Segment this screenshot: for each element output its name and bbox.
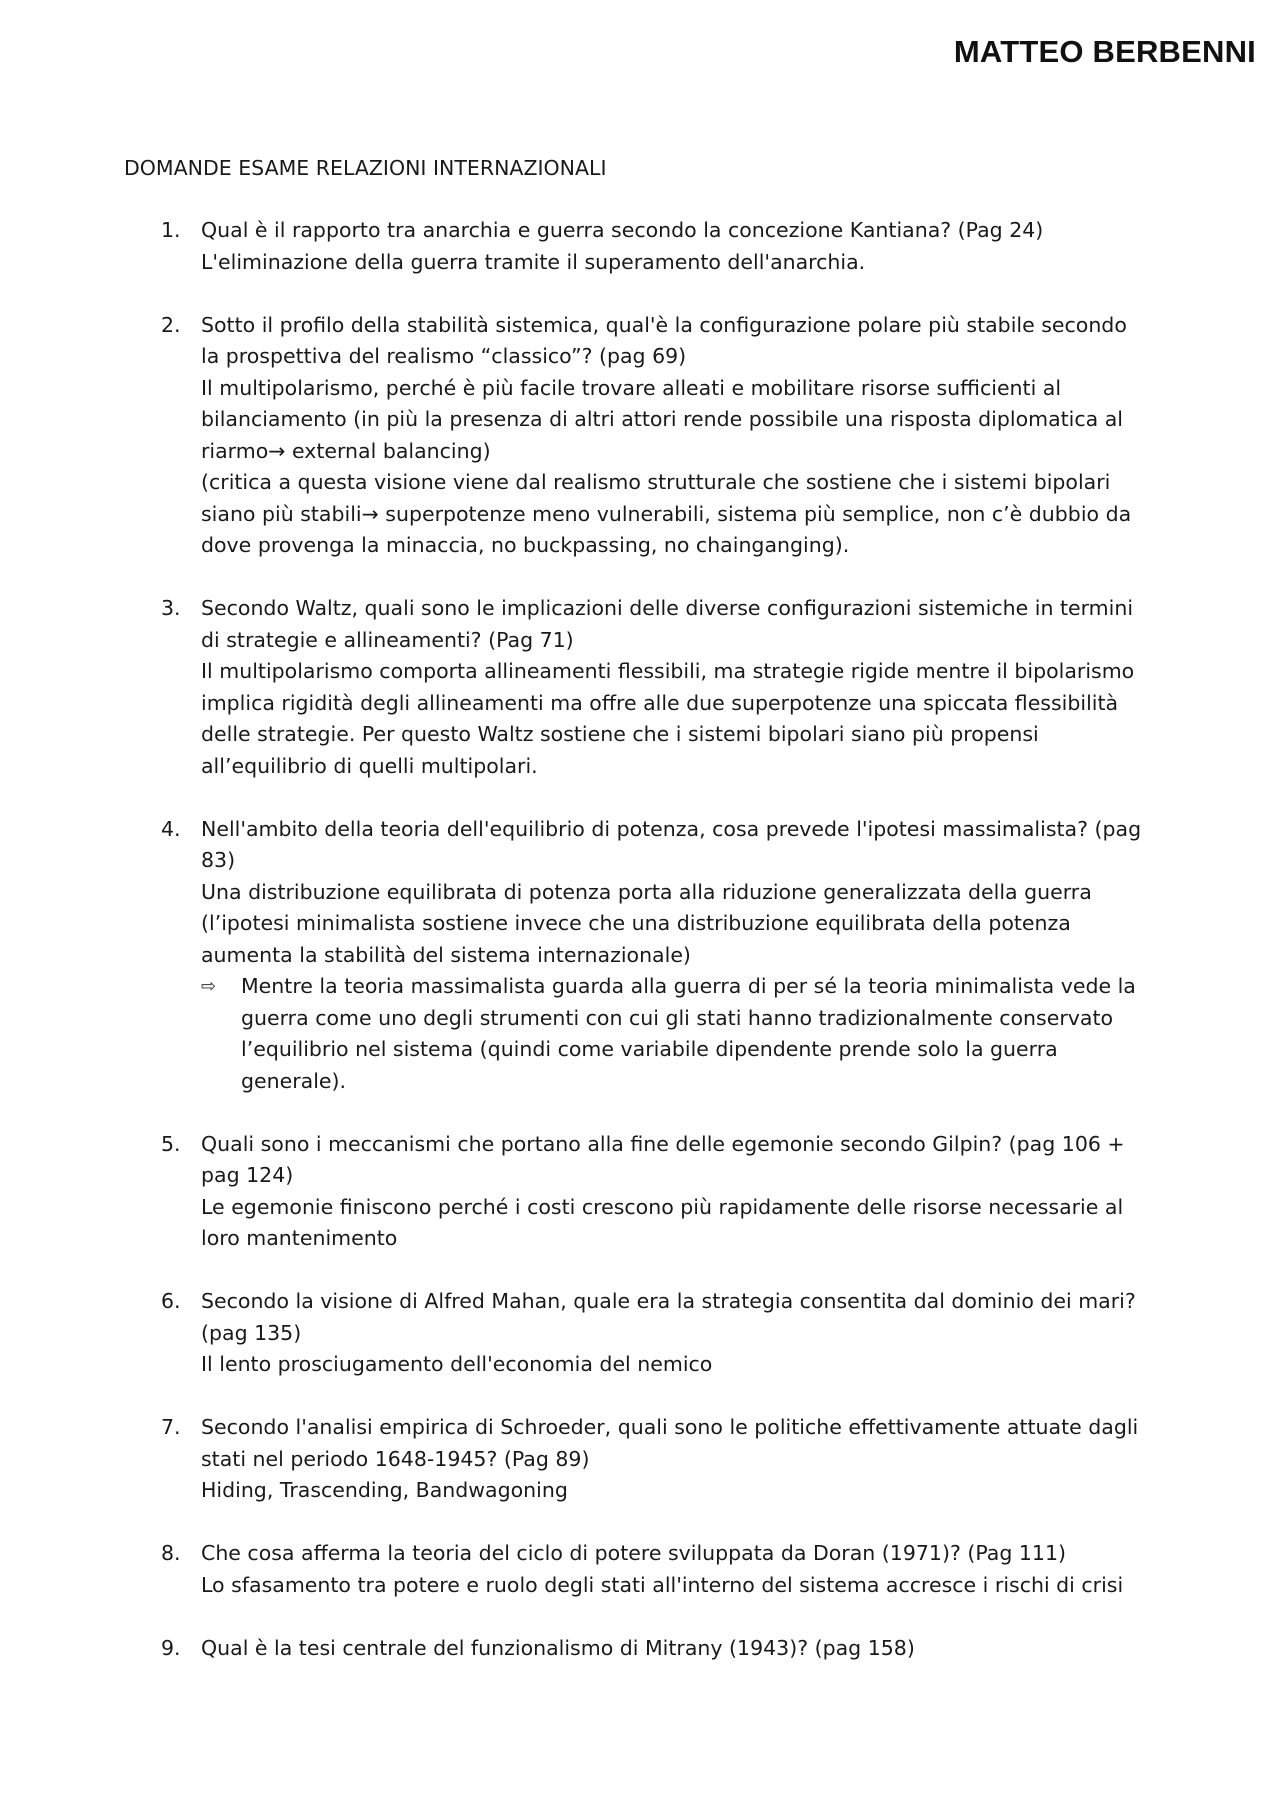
question-number: 9. — [161, 1635, 181, 1660]
sub-point-text-line: generale). — [241, 1068, 347, 1093]
sub-point-text-line: Mentre la teoria massimalista guarda alla guerra di per sé la teoria minimalista vede la — [241, 974, 1136, 998]
answer-text-line: (l’ipotesi minimalista sostiene invece che una distribuzione equilibrata della potenza — [201, 911, 1071, 935]
answer-text-line: Hiding, Trascending, Bandwagoning — [201, 1478, 568, 1502]
answer-text-line: bilanciamento (in più la presenza di altri attori rende possibile una risposta diplomatica al — [201, 407, 1123, 431]
question-text-line: di strategie e allineamenti? (Pag 71) — [201, 627, 574, 652]
answer-text-line: aumenta la stabilità del sistema internazionale) — [201, 942, 691, 967]
question-item — [124, 593, 1184, 782]
sub-point-text-line: l’equilibrio nel sistema (quindi come variabile dipendente prende solo la guerra — [241, 1037, 1058, 1061]
question-number: 2. — [161, 312, 181, 337]
question-number: 6. — [161, 1289, 181, 1313]
answer-text-line: Le egemonie finiscono perché i costi crescono più rapidamente delle risorse necessarie al — [201, 1194, 1124, 1219]
author-header: MATTEO BERBENNI — [953, 34, 1256, 69]
question-text-line: pag 124) — [201, 1163, 294, 1187]
answer-text-line: implica rigidità degli allineamenti ma offre alle due superpotenze una spiccata flessibilità — [201, 690, 1119, 715]
question-item — [124, 215, 1184, 278]
sub-point-list — [201, 971, 1184, 1097]
question-item — [124, 1538, 1184, 1601]
answer-text-line: siano più stabili→ superpotenze meno vulnerabili, sistema più semplice, non c’è dubbio da — [201, 501, 1132, 526]
answer-text-line: loro mantenimento — [201, 1226, 398, 1250]
document-title: DOMANDE ESAME RELAZIONI INTERNAZIONALI — [124, 156, 607, 180]
question-number: 3. — [161, 596, 181, 620]
question-text-line: Secondo Waltz, quali sono le implicazioni delle diverse configurazioni sistemiche in termini — [201, 596, 1134, 620]
question-text-line: Secondo l'analisi empirica di Schroeder, quali sono le politiche effettivamente attuate dagli — [201, 1415, 1139, 1439]
question-text-line: Nell'ambito della teoria dell'equilibrio di potenza, cosa prevede l'ipotesi massimalista? (pag — [201, 816, 1142, 841]
question-number: 5. — [161, 1131, 181, 1156]
question-text-line: la prospettiva del realismo “classico”? (pag 69) — [201, 344, 687, 368]
question-text-line: stati nel periodo 1648-1945? (Pag 89) — [201, 1446, 590, 1471]
answer-text-line: Il lento prosciugamento dell'economia del nemico — [201, 1352, 713, 1376]
question-number: 1. — [161, 218, 181, 242]
sub-point-text-line: guerra come uno degli strumenti con cui gli stati hanno tradizionalmente conservato — [241, 1005, 1114, 1030]
answer-text-line: L'eliminazione della guerra tramite il superamento dell'anarchia. — [201, 249, 866, 274]
question-list — [124, 215, 1184, 1696]
question-number: 8. — [161, 1541, 181, 1565]
answer-text-line: (critica a questa visione viene dal realismo strutturale che sostiene che i sistemi bipolari — [201, 470, 1111, 494]
question-item — [124, 1129, 1184, 1255]
question-number: 4. — [161, 816, 181, 841]
question-item — [124, 814, 1184, 1098]
question-text-line: (pag 135) — [201, 1320, 302, 1345]
answer-text-line: riarmo→ external balancing) — [201, 438, 491, 463]
answer-text-line: all’equilibrio di quelli multipolari. — [201, 753, 538, 778]
question-item — [124, 1286, 1184, 1381]
question-text-line: Che cosa afferma la teoria del ciclo di potere sviluppata da Doran (1971)? (Pag 111) — [201, 1541, 1066, 1565]
sub-point — [201, 971, 1184, 1097]
answer-text-line: Il multipolarismo, perché è più facile trovare alleati e mobilitare risorse sufficienti al — [201, 375, 1062, 400]
question-item — [124, 1412, 1184, 1507]
question-item — [124, 1633, 1184, 1665]
question-number: 7. — [161, 1415, 181, 1439]
answer-text-line: Il multipolarismo comporta allineamenti flessibili, ma strategie rigide mentre il bipolarismo — [201, 659, 1135, 683]
answer-text-line: Lo sfasamento tra potere e ruolo degli stati all'interno del sistema accresce i rischi di crisi — [201, 1572, 1124, 1597]
question-text-line: 83) — [201, 848, 236, 872]
question-text-line: Quali sono i meccanismi che portano alla fine delle egemonie secondo Gilpin? (pag 106 + — [201, 1131, 1125, 1156]
arrow-right-icon: ⇨ — [201, 976, 217, 997]
answer-text-line: Una distribuzione equilibrata di potenza porta alla riduzione generalizzata della guerra — [201, 879, 1092, 904]
question-text-line: Sotto il profilo della stabilità sistemica, qual'è la configurazione polare più stabile secondo — [201, 312, 1127, 337]
question-item — [124, 310, 1184, 562]
answer-text-line: delle strategie. Per questo Waltz sostiene che i sistemi bipolari siano più propensi — [201, 722, 1039, 746]
answer-text-line: dove provenga la minaccia, no buckpassing, no chainganging). — [201, 533, 850, 557]
question-text-line: Qual è la tesi centrale del funzionalismo di Mitrany (1943)? (pag 158) — [201, 1635, 915, 1660]
question-text-line: Qual è il rapporto tra anarchia e guerra secondo la concezione Kantiana? (Pag 24) — [201, 218, 1044, 242]
question-text-line: Secondo la visione di Alfred Mahan, quale era la strategia consentita dal dominio dei mari? — [201, 1289, 1136, 1313]
